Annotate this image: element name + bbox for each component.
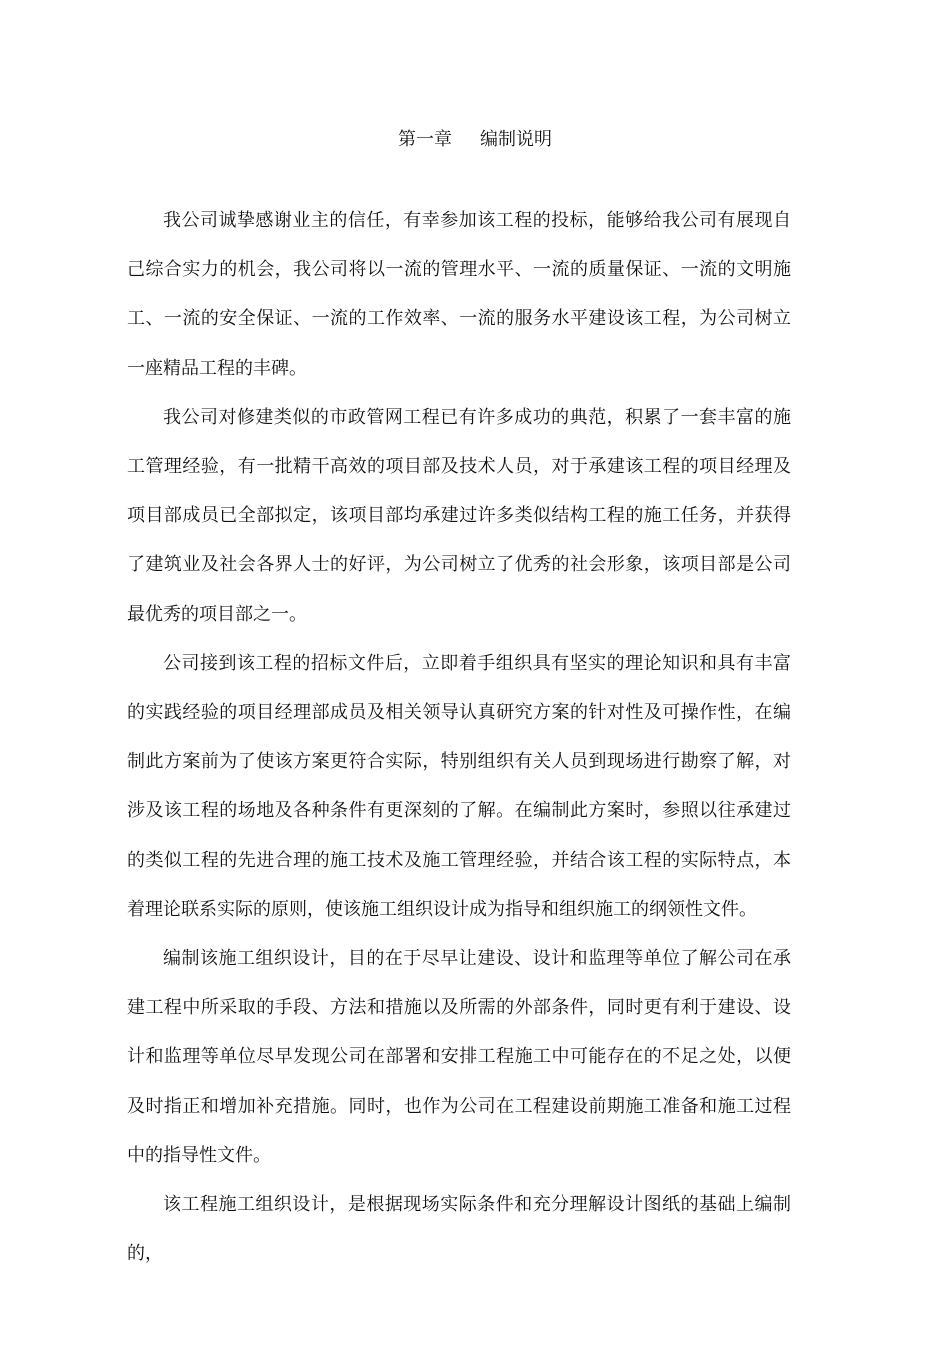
paragraph-2: 我公司对修建类似的市政管网工程已有许多成功的典范，积累了一套丰富的施工管理经验，有一批精干高效的项目部及技术人员，对于承建该工程的项目经理及项目部成员已全部拟定，该项目部均承建过许多类似结构工程的施工任务，并获得了建筑业及社会各界人士的好评，为公司树立了优秀的社会形象，该项目部是公司最优秀的项目部之一。 xyxy=(127,406,791,625)
chapter-title: 编制说明 xyxy=(480,129,552,150)
chapter-label: 第一章 xyxy=(398,129,452,150)
paragraph-1: 我公司诚挚感谢业主的信任，有幸参加该工程的投标，能够给我公司有展现自己综合实力的机会，我公司将以一流的管理水平、一流的质量保证、一流的文明施工、一流的安全保证、一流的工作效率、一流的服务水平建设该工程，为公司树立一座精品工程的丰碑。 xyxy=(127,210,791,379)
paragraph-4: 编制该施工组织设计，目的在于尽早让建设、设计和监理等单位了解公司在承建工程中所采取的手段、方法和措施以及所需的外部条件，同时更有利于建设、设计和监理等单位尽早发现公司在部署和安排工程施工中可能存在的不足之处，以便及时指正和增加补充措施。同时，也作为公司在工程建设前期施工准备和施工过程中的指导性文件。 xyxy=(127,948,791,1166)
paragraph-3: 公司接到该工程的招标文件后，立即着手组织具有坚实的理论知识和具有丰富的实践经验的项目经理部成员及相关领导认真研究方案的针对性及可操作性，在编制此方案前为了使该方案更符合实际，特别组织有关人员到现场进行勘察了解，对涉及该工程的场地及各种条件有更深刻的了解。在编制此方案时，参照以往承建过的类似工程的先进合理的施工技术及施工管理经验，并结合该工程的实际特点，本着理论联系实际的原则，使该施工组织设计成为指导和组织施工的纲领性文件。 xyxy=(127,652,791,920)
chapter-heading xyxy=(0,127,950,153)
document-body xyxy=(127,196,791,1278)
paragraph-5: 该工程施工组织设计，是根据现场实际条件和充分理解设计图纸的基础上编制的， xyxy=(127,1194,791,1265)
